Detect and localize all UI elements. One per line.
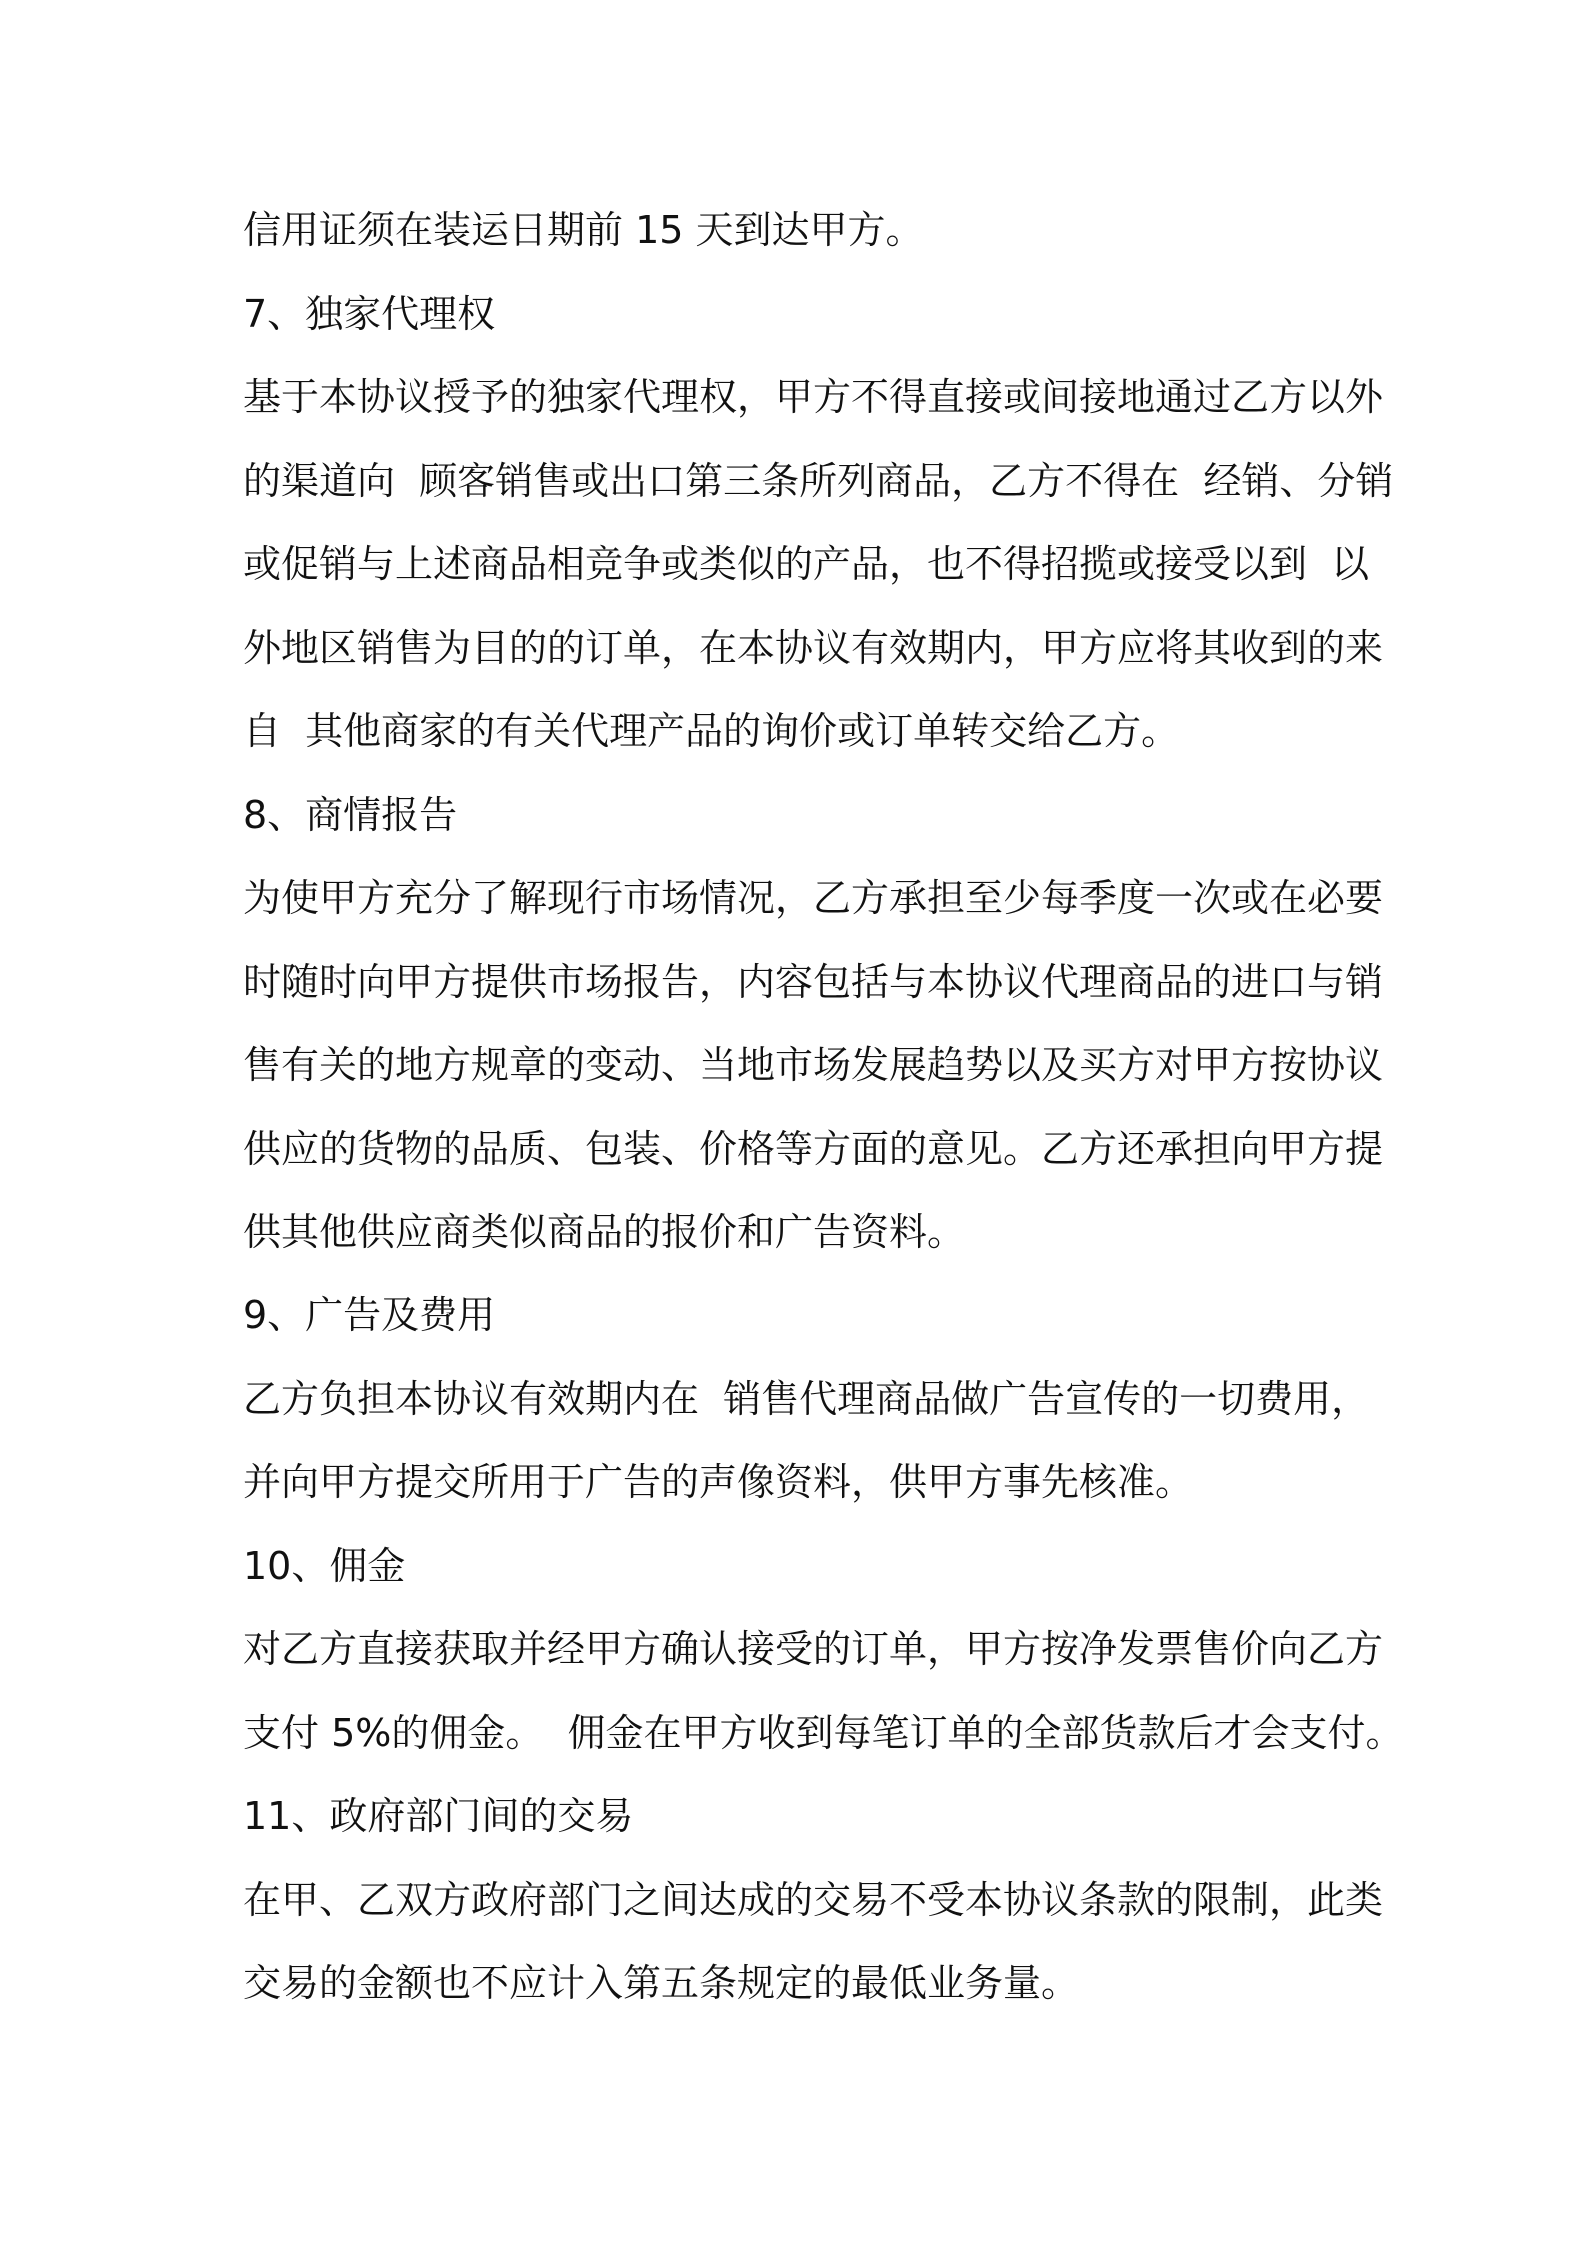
text-line: 信用证须在装运日期前 15 天到达甲方。 bbox=[243, 208, 924, 252]
text-line: 并向甲方提交所用于广告的声像资料，供甲方事先核准。 bbox=[243, 1460, 1194, 1504]
section-heading: 8、商情报告 bbox=[243, 793, 458, 837]
text-line: 乙方负担本协议有效期内在 销售代理商品做广告宣传的一切费用， bbox=[243, 1377, 1370, 1421]
text-line: 供其他供应商类似商品的报价和广告资料。 bbox=[243, 1210, 966, 1254]
text-line: 为使甲方充分了解现行市场情况，乙方承担至少每季度一次或在必要 bbox=[243, 876, 1384, 920]
text-line: 在甲、乙双方政府部门之间达成的交易不受本协议条款的限制，此类 bbox=[243, 1878, 1384, 1922]
section-heading: 9、广告及费用 bbox=[243, 1293, 496, 1337]
text-line: 自 其他商家的有关代理产品的询价或订单转交给乙方。 bbox=[243, 709, 1180, 753]
text-line: 供应的货物的品质、包装、价格等方面的意见。乙方还承担向甲方提 bbox=[243, 1127, 1384, 1171]
text-line: 或促销与上述商品相竞争或类似的产品，也不得招揽或接受以到 以 bbox=[243, 542, 1370, 586]
text-line: 时随时向甲方提供市场报告，内容包括与本协议代理商品的进口与销 bbox=[243, 960, 1384, 1004]
text-line: 支付 5%的佣金。 佣金在甲方收到每笔订单的全部货款后才会支付。 bbox=[243, 1711, 1404, 1755]
text-line: 的渠道向 顾客销售或出口第三条所列商品，乙方不得在 经销、分销 bbox=[243, 459, 1394, 503]
text-line: 基于本协议授予的独家代理权，甲方不得直接或间接地通过乙方以外 bbox=[243, 375, 1384, 419]
text-line: 交易的金额也不应计入第五条规定的最低业务量。 bbox=[243, 1961, 1080, 2005]
text-line: 售有关的地方规章的变动、当地市场发展趋势以及买方对甲方按协议 bbox=[243, 1043, 1384, 1087]
text-line: 对乙方直接获取并经甲方确认接受的订单，甲方按净发票售价向乙方 bbox=[243, 1627, 1384, 1671]
section-heading: 11、政府部门间的交易 bbox=[243, 1794, 634, 1838]
text-line: 外地区销售为目的的订单，在本协议有效期内，甲方应将其收到的来 bbox=[243, 626, 1384, 670]
section-heading: 7、独家代理权 bbox=[243, 292, 496, 336]
section-heading: 10、佣金 bbox=[243, 1544, 406, 1588]
